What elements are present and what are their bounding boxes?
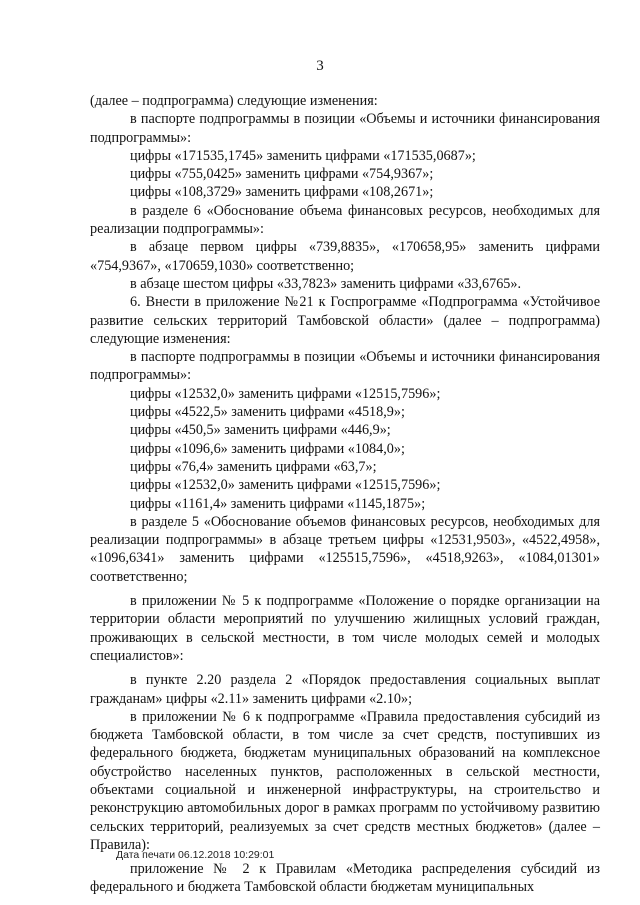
paragraph: в абзаце первом цифры «739,8835», «170658,95» заменить цифрами «754,9367», «170659,1030» соответственно; — [90, 239, 600, 274]
paragraph: цифры «1161,4» заменить цифрами «1145,1875»; — [130, 495, 426, 512]
print-date-footer: Дата печати 06.12.2018 10:29:01 — [116, 849, 275, 861]
document-body — [90, 92, 600, 897]
paragraph: в паспорте подпрограммы в позиции «Объемы и источники финансирования подпрограммы»: — [90, 349, 600, 384]
paragraph: в абзаце шестом цифры «33,7823» заменить цифрами «33,6765». — [130, 275, 522, 292]
paragraph: цифры «76,4» заменить цифрами «63,7»; — [130, 458, 377, 475]
paragraph: (далее – подпрограмма) следующие изменения: — [90, 93, 378, 109]
page-number: 3 — [316, 58, 324, 74]
paragraph: в разделе 5 «Обоснование объемов финансовых ресурсов, необходимых для реализации подпрограммы» в абзаце третьем цифры «12531,9503», «4522,4958», «1096,6341» заменить цифрами «125515,7596», «4518,9263», «1084,01301» соответственно; — [90, 513, 600, 585]
paragraph: в приложении № 5 к подпрограмме «Положение о порядке организации на территории области мероприятий по улучшению жилищных условий граждан, проживающих в сельской местности, в том числе молодых семей и молодых специалистов»: — [90, 593, 600, 664]
paragraph: цифры «4522,5» заменить цифрами «4518,9»; — [130, 404, 405, 421]
paragraph: в пункте 2.20 раздела 2 «Порядок предоставления социальных выплат гражданам» цифры «2.11» заменить цифрами «2.10»; — [90, 672, 600, 707]
paragraph: приложение № 2 к Правилам «Методика распределения субсидий из федерального и бюджета Тамбовской области бюджетам муниципальных — [90, 861, 600, 896]
paragraph: в паспорте подпрограммы в позиции «Объемы и источники финансирования подпрограммы»: — [90, 111, 600, 146]
paragraph: в приложении № 6 к подпрограмме «Правила предоставления субсидий из бюджета Тамбовской области, в том числе за счет средств, поступивших из федерального бюджета, бюджетам муниципальных образований на комплексное обустройство населенных пунктов, расположенных в сельской местности, объектами социальной и инженерной инфраструктуры, на строительство и реконструкцию автомобильных дорог в рамках программ по устойчивому развитию сельских территорий, реализуемых за счет средств местных бюджетов» (далее – Правила): — [90, 708, 600, 853]
paragraph: в разделе 6 «Обоснование объема финансовых ресурсов, необходимых для реализации подпрограммы»: — [90, 202, 600, 238]
paragraph: цифры «12532,0» заменить цифрами «12515,7596»; — [130, 385, 441, 402]
paragraph: цифры «450,5» заменить цифрами «446,9»; — [130, 422, 391, 439]
paragraph: цифры «12532,0» заменить цифрами «12515,7596»; — [130, 477, 441, 494]
paragraph: цифры «108,3729» заменить цифрами «108,2671»; — [130, 184, 434, 201]
paragraph: цифры «171535,1745» заменить цифрами «171535,0687»; — [130, 147, 476, 164]
paragraph: цифры «1096,6» заменить цифрами «1084,0»; — [130, 440, 405, 457]
paragraph: 6. Внести в приложение №21 к Госпрограмме «Подпрограмма «Устойчивое развитие сельских территорий Тамбовской области» (далее – подпрограмма) следующие изменения: — [90, 294, 600, 347]
paragraph: цифры «755,0425» заменить цифрами «754,9367»; — [130, 166, 434, 183]
